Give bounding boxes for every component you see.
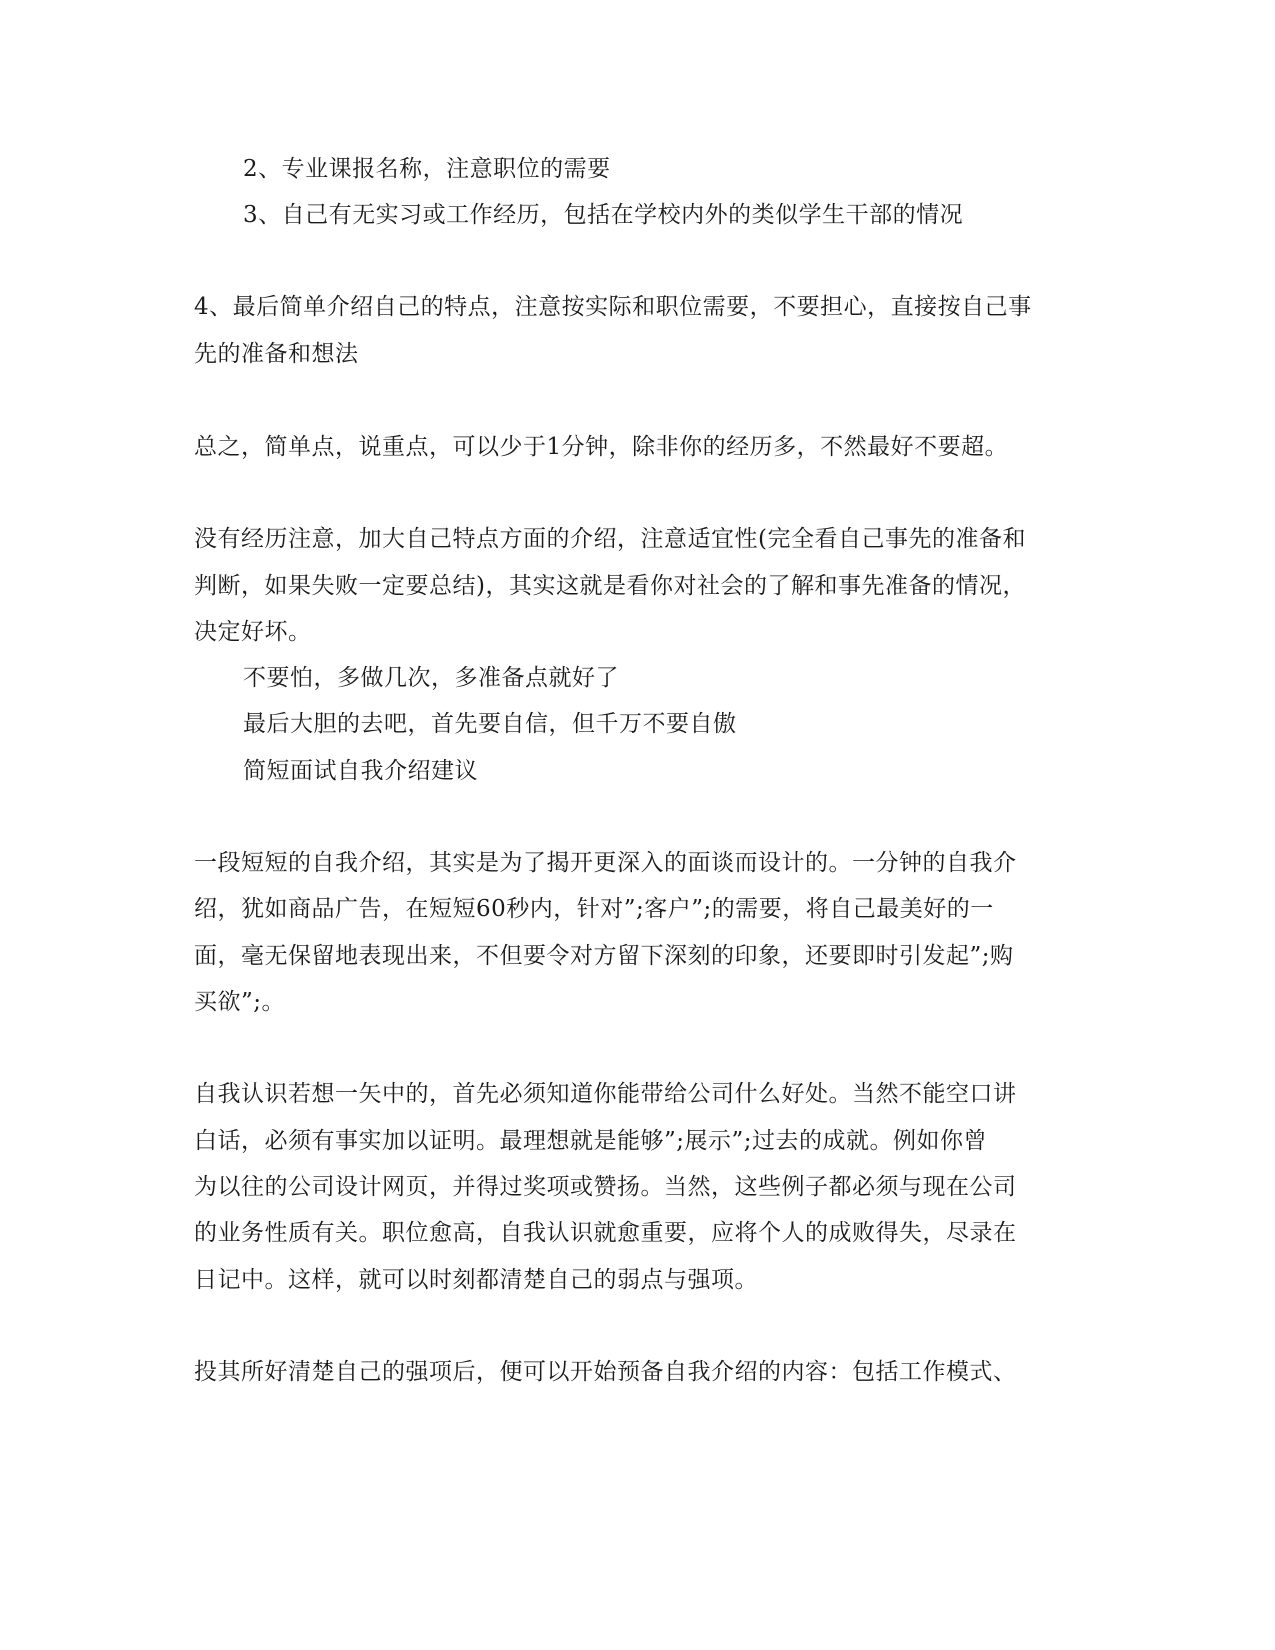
short-intro-line-1: 一段短短的自我介绍，其实是为了揭开更深入的面谈而设计的。一分钟的自我介 — [194, 850, 1017, 876]
short-intro-line-4: 买欲”;。 — [194, 989, 286, 1015]
list-item-4-line-1: 4、最后简单介绍自己的特点，注意按实际和职位需要，不要担心，直接按自己事 — [194, 294, 1032, 320]
section-heading: 简短面试自我介绍建议 — [243, 758, 478, 784]
no-experience-line-2: 判断，如果失败一定要总结)，其实这就是看你对社会的了解和事先准备的情况， — [194, 573, 1026, 599]
self-knowledge-line-4: 的业务性质有关。职位愈高，自我认识就愈重要，应将个人的成败得失，尽录在 — [194, 1220, 1017, 1246]
short-intro-line-2: 绍，犹如商品广告，在短短60秒内，针对”;客户”;的需要，将自己最美好的一 — [194, 896, 994, 922]
self-knowledge-line-3: 为以往的公司设计网页，并得过奖项或赞扬。当然，这些例子都必须与现在公司 — [194, 1174, 1017, 1200]
tip-line-2: 最后大胆的去吧，首先要自信，但千万不要自傲 — [243, 711, 737, 737]
last-paragraph-line-1: 投其所好清楚自己的强项后，便可以开始预备自我介绍的内容：包括工作模式、 — [194, 1359, 1017, 1385]
list-item-2: 2、专业课报名称，注意职位的需要 — [243, 156, 611, 182]
no-experience-line-3: 决定好坏。 — [194, 619, 312, 645]
short-intro-line-3: 面，毫无保留地表现出来，不但要令对方留下深刻的印象，还要即时引发起”;购 — [194, 943, 1014, 969]
list-item-3: 3、自己有无实习或工作经历，包括在学校内外的类似学生干部的情况 — [243, 202, 964, 228]
self-knowledge-line-5: 日记中。这样，就可以时刻都清楚自己的弱点与强项。 — [194, 1267, 758, 1293]
list-item-4-line-2: 先的准备和想法 — [194, 341, 359, 367]
summary-paragraph: 总之，简单点，说重点，可以少于1分钟，除非你的经历多，不然最好不要超。 — [194, 434, 1009, 460]
self-knowledge-line-2: 白话，必须有事实加以证明。最理想就是能够”;展示”;过去的成就。例如你曾 — [194, 1128, 988, 1154]
no-experience-line-1: 没有经历注意，加大自己特点方面的介绍，注意适宜性(完全看自己事先的准备和 — [194, 526, 1026, 552]
self-knowledge-line-1: 自我认识若想一矢中的，首先必须知道你能带给公司什么好处。当然不能空口讲 — [194, 1081, 1017, 1107]
tip-line-1: 不要怕，多做几次，多准备点就好了 — [243, 665, 619, 691]
